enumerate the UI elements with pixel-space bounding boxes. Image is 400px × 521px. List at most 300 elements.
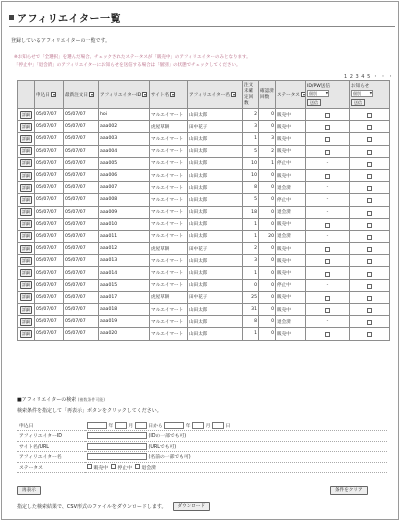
cell-aff-name: 山田太郎 [188, 109, 243, 121]
cell-status: 販売中 [276, 291, 306, 303]
id-pw-checkbox[interactable] [325, 113, 330, 118]
cell-aff-name: 田中花子 [188, 291, 243, 303]
search-note: 検索条件を指定して「再表示」ボタンをクリックしてください。 [17, 408, 162, 414]
cell-aff-name: 山田太郎 [188, 316, 243, 328]
table-row [18, 230, 390, 242]
notice-send-button[interactable]: 送信 [351, 99, 365, 106]
cell-date: 05/07/07 [35, 169, 64, 181]
sort-icon[interactable] [170, 92, 175, 97]
date-to-day-input[interactable] [212, 422, 224, 429]
cell-confirmed: 0 [259, 243, 276, 255]
notice-select[interactable]: 個別 ▼ [351, 90, 373, 97]
id-pw-select[interactable]: 個別 ▼ [307, 90, 329, 97]
id-pw-checkbox[interactable] [325, 137, 330, 142]
cell-confirmed: 0 [259, 121, 276, 133]
id-pw-checkbox[interactable] [325, 247, 330, 252]
id-pw-checkbox[interactable] [325, 308, 330, 313]
download-button[interactable]: ダウンロード [173, 502, 211, 511]
cell-aff-name: 山田太郎 [188, 279, 243, 291]
sort-icon[interactable] [89, 92, 94, 97]
pagination[interactable]: 1 2 3 4 5 ・ ・ ・ [344, 74, 394, 80]
cell-aff-name: 山田太郎 [188, 182, 243, 194]
detail-cell [18, 279, 35, 291]
cell-status: 退会済 [276, 230, 306, 242]
notice-checkbox[interactable] [367, 272, 372, 277]
search-row-aff-id: アフィリエイターID (IDの一部でも可) [17, 431, 387, 442]
affiliate-table [17, 80, 390, 341]
cell-unconfirmed: 2 [243, 243, 259, 255]
id-pw-checkbox-cell [306, 279, 350, 291]
id-pw-checkbox-cell [306, 206, 350, 218]
detail-button[interactable]: 詳細 [22, 270, 30, 276]
col-aff-name[interactable]: アフィリエイター名 [188, 81, 243, 109]
detail-button[interactable]: 詳細 [22, 245, 30, 251]
cell-date: 05/07/07 [35, 255, 64, 267]
cell-confirmed: 0 [259, 194, 276, 206]
notice-checkbox-cell [350, 304, 390, 316]
detail-cell [18, 316, 35, 328]
cell-unconfirmed: 8 [243, 182, 259, 194]
cell-aff-name: 山田太郎 [188, 157, 243, 169]
cell-unconfirmed: 1 [243, 133, 259, 145]
cell-aff-name: 山田太郎 [188, 194, 243, 206]
cell-last-order: 05/07/07 [64, 157, 99, 169]
cell-confirmed: 0 [259, 218, 276, 230]
detail-button[interactable]: 詳細 [22, 123, 30, 129]
cell-last-order: 05/07/07 [64, 243, 99, 255]
id-pw-checkbox-cell [306, 145, 350, 157]
cell-date: 05/07/07 [35, 157, 64, 169]
table-row [18, 145, 390, 157]
cell-date: 05/07/07 [35, 182, 64, 194]
cell-last-order: 05/07/07 [64, 121, 99, 133]
cell-aff-id: aaa011 [99, 230, 150, 242]
cell-aff-id: aaa012 [99, 243, 150, 255]
notice-checkbox-cell [350, 121, 390, 133]
cell-aff-id: aaa004 [99, 145, 150, 157]
cell-date: 05/07/07 [35, 243, 64, 255]
cell-status: 停止中 [276, 279, 306, 291]
aff-id-label: アフィリエイターID [17, 431, 85, 442]
col-unconfirmed: 注文未確定回数 [243, 81, 259, 109]
cell-unconfirmed: 5 [243, 194, 259, 206]
notice-checkbox-cell [350, 194, 390, 206]
cell-confirmed: 20 [259, 230, 276, 242]
cell-confirmed: 0 [259, 206, 276, 218]
detail-button[interactable]: 詳細 [22, 135, 30, 141]
date-to-year-input[interactable] [164, 422, 184, 429]
site-label: サイト名/URL [17, 441, 85, 452]
cell-aff-id: aaa003 [99, 133, 150, 145]
id-pw-checkbox-cell [306, 243, 350, 255]
cell-unconfirmed: 5 [243, 145, 259, 157]
date-to-month-input[interactable] [192, 422, 204, 429]
cell-aff-name: 山田太郎 [188, 328, 243, 340]
col-notice: お知らせ 個別 ▼ 送信 [350, 81, 390, 109]
cell-aff-name: 山田太郎 [188, 255, 243, 267]
cell-status: 退会済 [276, 316, 306, 328]
notice-checkbox-cell [350, 230, 390, 242]
sort-icon[interactable] [231, 92, 236, 97]
date-from-year-input[interactable] [87, 422, 107, 429]
cell-aff-name: 山田太郎 [188, 218, 243, 230]
table-row [18, 157, 390, 169]
notice-checkbox[interactable] [367, 308, 372, 313]
cell-last-order: 05/07/07 [64, 291, 99, 303]
cell-last-order: 05/07/07 [64, 133, 99, 145]
cell-site: 虎屋草餅 [150, 243, 188, 255]
table-row [18, 133, 390, 145]
cell-unconfirmed: 31 [243, 304, 259, 316]
id-pw-checkbox-cell [306, 169, 350, 181]
cell-unconfirmed: 1 [243, 230, 259, 242]
cell-date: 05/07/07 [35, 194, 64, 206]
cell-confirmed: 0 [259, 182, 276, 194]
id-pw-checkbox[interactable] [325, 259, 330, 264]
detail-button[interactable]: 詳細 [22, 184, 30, 190]
cell-confirmed: 0 [259, 169, 276, 181]
csv-download-row [17, 502, 210, 511]
cell-aff-id: aaa019 [99, 316, 150, 328]
cell-site: マルエイマート [150, 328, 188, 340]
notice-checkbox[interactable] [367, 223, 372, 228]
detail-button[interactable]: 詳細 [22, 172, 30, 178]
id-pw-checkbox[interactable] [325, 296, 330, 301]
id-pw-checkbox-disabled: - [326, 185, 329, 191]
detail-cell [18, 255, 35, 267]
cell-aff-name: 田中花子 [188, 243, 243, 255]
cell-last-order: 05/07/07 [64, 316, 99, 328]
cell-aff-id: hoi [99, 109, 150, 121]
notice-checkbox[interactable] [367, 247, 372, 252]
notice-line-1: ※お知らせで「全選択」を選んだ場合、チェックされたステータスが「販売中」のアフィリエイターのみとなります。 [14, 55, 251, 60]
aff-name-input[interactable] [87, 453, 147, 460]
notice-checkbox-cell [350, 182, 390, 194]
table-body [18, 109, 390, 341]
cell-unconfirmed: 3 [243, 255, 259, 267]
aff-id-input[interactable] [87, 432, 147, 439]
cell-last-order: 05/07/07 [64, 182, 99, 194]
notice-checkbox[interactable] [367, 137, 372, 142]
cell-aff-id: aaa017 [99, 291, 150, 303]
status-stopped-checkbox[interactable] [111, 464, 116, 469]
notice-checkbox[interactable] [367, 284, 372, 289]
table-row [18, 182, 390, 194]
cell-site: マルエイマート [150, 230, 188, 242]
detail-button[interactable]: 詳細 [22, 306, 30, 312]
cell-site: マルエイマート [150, 304, 188, 316]
cell-last-order: 05/07/07 [64, 169, 99, 181]
clear-conditions-button[interactable]: 条件をクリア [330, 486, 368, 495]
cell-confirmed: 2 [259, 145, 276, 157]
detail-button[interactable]: 詳細 [22, 233, 30, 239]
detail-cell [18, 218, 35, 230]
id-pw-checkbox-cell [306, 316, 350, 328]
id-pw-checkbox-cell [306, 121, 350, 133]
cell-last-order: 05/07/07 [64, 279, 99, 291]
cell-status: 販売中 [276, 133, 306, 145]
detail-button[interactable]: 詳細 [22, 209, 30, 215]
notice-checkbox-cell [350, 291, 390, 303]
sort-icon[interactable] [301, 92, 306, 97]
table-row [18, 169, 390, 181]
cell-last-order: 05/07/07 [64, 255, 99, 267]
cell-date: 05/07/07 [35, 121, 64, 133]
cell-site: マルエイマート [150, 109, 188, 121]
lead-text: 登録しているアフィリエイターの一覧です。 [11, 38, 111, 44]
cell-site: 虎屋草餅 [150, 291, 188, 303]
notice-checkbox[interactable] [367, 296, 372, 301]
cell-date: 05/07/07 [35, 230, 64, 242]
id-pw-checkbox-cell [306, 194, 350, 206]
cell-site: マルエイマート [150, 218, 188, 230]
cell-date: 05/07/07 [35, 316, 64, 328]
cell-unconfirmed: 0 [243, 279, 259, 291]
notice-checkbox[interactable] [367, 162, 372, 167]
notice-checkbox-cell [350, 255, 390, 267]
cell-unconfirmed: 1 [243, 328, 259, 340]
notice-checkbox[interactable] [367, 150, 372, 155]
id-pw-checkbox-disabled: - [326, 209, 329, 215]
status-label: ステータス [17, 462, 85, 473]
detail-button[interactable]: 詳細 [22, 196, 30, 202]
table-row [18, 316, 390, 328]
detail-cell [18, 182, 35, 194]
detail-cell [18, 194, 35, 206]
detail-cell [18, 121, 35, 133]
notice-checkbox[interactable] [367, 332, 372, 337]
cell-aff-id: aaa020 [99, 328, 150, 340]
cell-unconfirmed: 10 [243, 169, 259, 181]
notice-checkbox[interactable] [367, 211, 372, 216]
table-row [18, 206, 390, 218]
cell-date: 05/07/07 [35, 218, 64, 230]
detail-cell [18, 328, 35, 340]
cell-date: 05/07/07 [35, 133, 64, 145]
cell-site: 虎屋草餅 [150, 121, 188, 133]
cell-confirmed: 0 [259, 267, 276, 279]
cell-site: マルエイマート [150, 145, 188, 157]
cell-confirmed: 0 [259, 279, 276, 291]
cell-site: マルエイマート [150, 169, 188, 181]
date-label: 申込日 [17, 420, 85, 431]
search-heading: ■アフィリエイターの検索 (複数条件可能) [17, 397, 105, 403]
cell-confirmed: 0 [259, 304, 276, 316]
cell-aff-id: aaa018 [99, 304, 150, 316]
detail-cell [18, 133, 35, 145]
id-pw-send-button[interactable]: 送信 [307, 99, 321, 106]
cell-aff-id: aaa009 [99, 206, 150, 218]
notice-checkbox[interactable] [367, 320, 372, 325]
id-pw-checkbox-cell [306, 255, 350, 267]
col-date[interactable]: 申込日 [35, 81, 64, 109]
id-pw-checkbox-disabled: - [326, 282, 329, 288]
cell-aff-name: 山田太郎 [188, 267, 243, 279]
cell-aff-name: 山田太郎 [188, 206, 243, 218]
cell-site: マルエイマート [150, 206, 188, 218]
id-pw-checkbox-disabled: - [326, 319, 329, 325]
cell-unconfirmed: 1 [243, 267, 259, 279]
cell-aff-id: aaa005 [99, 157, 150, 169]
table-row [18, 109, 390, 121]
detail-button[interactable]: 詳細 [22, 160, 30, 166]
notice-checkbox[interactable] [367, 113, 372, 118]
id-pw-checkbox[interactable] [325, 174, 330, 179]
table-row [18, 304, 390, 316]
cell-site: マルエイマート [150, 182, 188, 194]
cell-confirmed: 0 [259, 316, 276, 328]
cell-aff-id: aaa002 [99, 121, 150, 133]
table-row [18, 194, 390, 206]
page-header [9, 8, 121, 26]
search-form [17, 420, 387, 473]
cell-last-order: 05/07/07 [64, 218, 99, 230]
cell-aff-name: 山田太郎 [188, 169, 243, 181]
id-pw-checkbox-cell [306, 182, 350, 194]
detail-cell [18, 304, 35, 316]
cell-aff-name: 田中花子 [188, 121, 243, 133]
cell-site: マルエイマート [150, 267, 188, 279]
cell-site: マルエイマート [150, 194, 188, 206]
table-row [18, 267, 390, 279]
notice-checkbox-cell [350, 109, 390, 121]
id-pw-checkbox-cell [306, 328, 350, 340]
notice-checkbox[interactable] [367, 125, 372, 130]
cell-date: 05/07/07 [35, 145, 64, 157]
col-status[interactable]: ステータス [276, 81, 306, 109]
notice-checkbox-cell [350, 206, 390, 218]
id-pw-checkbox[interactable] [325, 272, 330, 277]
detail-cell [18, 169, 35, 181]
cell-site: マルエイマート [150, 133, 188, 145]
cell-unconfirmed: 10 [243, 157, 259, 169]
cell-status: 販売中 [276, 267, 306, 279]
cell-aff-name: 山田太郎 [188, 133, 243, 145]
cell-unconfirmed: 2 [243, 109, 259, 121]
cell-aff-id: aaa015 [99, 279, 150, 291]
cell-status: 販売中 [276, 169, 306, 181]
cell-date: 05/07/07 [35, 328, 64, 340]
cell-confirmed: 0 [259, 328, 276, 340]
notice-checkbox[interactable] [367, 186, 372, 191]
notice-text [14, 54, 251, 70]
col-confirmed: 確認済回数 [259, 81, 276, 109]
date-from-month-input[interactable] [115, 422, 127, 429]
detail-cell [18, 145, 35, 157]
title-square-icon [9, 15, 14, 20]
cell-status: 販売中 [276, 304, 306, 316]
id-pw-checkbox-cell [306, 304, 350, 316]
cell-confirmed: 1 [259, 157, 276, 169]
col-aff-id[interactable]: アフィリエイターID [99, 81, 150, 109]
status-active-checkbox[interactable] [87, 464, 92, 469]
notice-checkbox[interactable] [367, 235, 372, 240]
cell-aff-id: aaa010 [99, 218, 150, 230]
sort-icon[interactable] [142, 92, 147, 97]
cell-confirmed: 0 [259, 255, 276, 267]
cell-unconfirmed: 3 [243, 121, 259, 133]
cell-last-order: 05/07/07 [64, 304, 99, 316]
cell-last-order: 05/07/07 [64, 267, 99, 279]
table-row [18, 279, 390, 291]
cell-status: 停止中 [276, 194, 306, 206]
cell-aff-id: aaa007 [99, 182, 150, 194]
redisplay-button[interactable]: 再表示 [17, 486, 41, 495]
page-title: アフィリエイター一覧 [17, 13, 121, 25]
cell-status: 販売中 [276, 145, 306, 157]
cell-unconfirmed: 8 [243, 316, 259, 328]
notice-checkbox-cell [350, 267, 390, 279]
cell-status: 販売中 [276, 218, 306, 230]
cell-unconfirmed: 18 [243, 206, 259, 218]
id-pw-checkbox[interactable] [325, 125, 330, 130]
notice-checkbox-cell [350, 157, 390, 169]
col-last-order[interactable]: 最新注文日 [64, 81, 99, 109]
search-row-status: ステータス 販売中 停止中 退会済 [17, 462, 387, 473]
col-detail [18, 81, 35, 109]
cell-last-order: 05/07/07 [64, 194, 99, 206]
cell-date: 05/07/07 [35, 206, 64, 218]
date-from-day-input[interactable] [135, 422, 147, 429]
id-pw-checkbox-cell [306, 230, 350, 242]
cell-date: 05/07/07 [35, 304, 64, 316]
detail-button[interactable]: 詳細 [22, 330, 30, 336]
detail-button[interactable]: 詳細 [22, 257, 30, 263]
status-withdrawn-checkbox[interactable] [135, 464, 140, 469]
cell-status: 販売中 [276, 109, 306, 121]
cell-unconfirmed: 25 [243, 291, 259, 303]
sort-icon[interactable] [51, 92, 56, 97]
site-input[interactable] [87, 443, 147, 450]
detail-button[interactable]: 詳細 [22, 148, 30, 154]
id-pw-checkbox-disabled: - [326, 233, 329, 239]
detail-cell [18, 267, 35, 279]
notice-checkbox[interactable] [367, 259, 372, 264]
cell-site: マルエイマート [150, 279, 188, 291]
detail-button[interactable]: 詳細 [22, 294, 30, 300]
detail-cell [18, 230, 35, 242]
cell-last-order: 05/07/07 [64, 328, 99, 340]
cell-aff-name: 山田太郎 [188, 230, 243, 242]
detail-button[interactable]: 詳細 [22, 111, 30, 117]
id-pw-checkbox-cell [306, 109, 350, 121]
id-pw-checkbox-cell [306, 218, 350, 230]
col-site[interactable]: サイト名 [150, 81, 188, 109]
notice-checkbox-cell [350, 145, 390, 157]
cell-site: マルエイマート [150, 255, 188, 267]
notice-checkbox[interactable] [367, 174, 372, 179]
cell-aff-id: aaa014 [99, 267, 150, 279]
cell-aff-name: 山田太郎 [188, 304, 243, 316]
id-pw-checkbox[interactable] [325, 150, 330, 155]
table-row [18, 255, 390, 267]
id-pw-checkbox-disabled: - [326, 160, 329, 166]
notice-checkbox-cell [350, 218, 390, 230]
aff-name-label: アフィリエイター名 [17, 452, 85, 463]
notice-checkbox[interactable] [367, 198, 372, 203]
cell-status: 販売中 [276, 243, 306, 255]
cell-confirmed: 0 [259, 109, 276, 121]
detail-button[interactable]: 詳細 [22, 282, 30, 288]
detail-button[interactable]: 詳細 [22, 318, 30, 324]
notice-line-2: 「停止中」「退会済」のアフィリエイターにお知らせを送信する場合は「個別」の状態でチェックしてください。 [14, 63, 241, 68]
cell-last-order: 05/07/07 [64, 230, 99, 242]
detail-button[interactable]: 詳細 [22, 221, 30, 227]
search-row-site: サイト名/URL (URLでも可) [17, 441, 387, 452]
id-pw-checkbox[interactable] [325, 332, 330, 337]
id-pw-checkbox[interactable] [325, 223, 330, 228]
table-row [18, 291, 390, 303]
